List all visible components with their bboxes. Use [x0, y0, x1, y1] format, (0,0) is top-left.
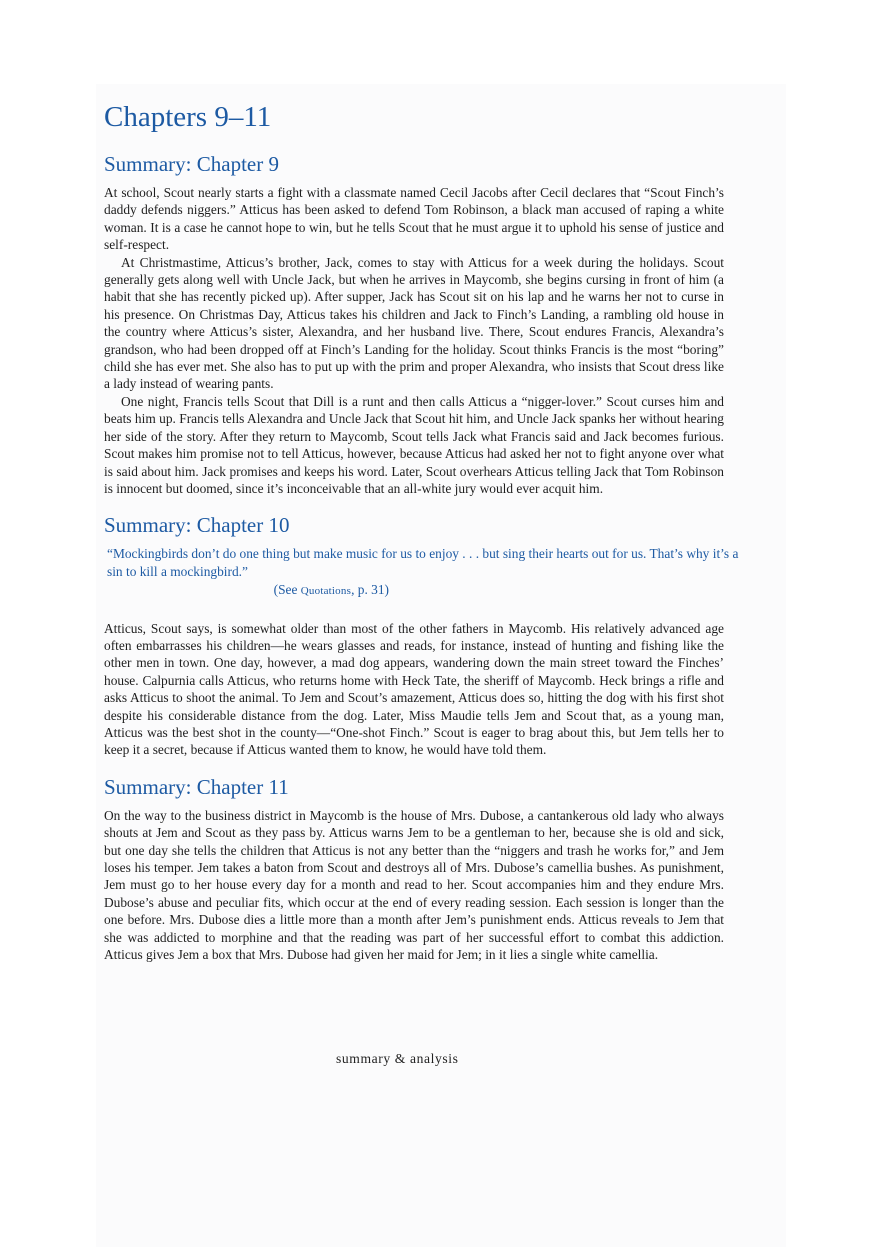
chapter-11-summary — [104, 807, 724, 964]
quote-reference — [107, 581, 747, 600]
chapter-9-paragraph: One night, Francis tells Scout that Dill is a runt and then calls Atticus a “nigger-lover.” Scout curses him and beats him up. Francis tells Alexandra and Uncle Jack that Scout hit him, and Uncle Jack spanks her without hearing her side of the story. After they return to Maycomb, Scout tells Jack what Francis said and Jack becomes furious. Scout makes him promise not to tell Atticus, however, because Atticus had asked her not to fight anyone over what is said about him. Jack promises and keeps his word. Later, Scout overhears Atticus telling Jack that Tom Robinson is innocent but doomed, since it’s inconceivable that an all-white jury would ever acquit him. — [104, 393, 724, 496]
chapter-9-summary — [104, 184, 724, 497]
chapter-9-paragraph: At school, Scout nearly starts a fight with a classmate named Cecil Jacobs after Cecil declares that “Scout Finch’s daddy defends niggers.” Atticus has been asked to defend Tom Robinson, a black man accused of raping a white woman. It is a case he cannot hope to win, but he tells Scout that he must argue it to uphold his sense of justice and self-respect. — [104, 185, 724, 253]
quote-reference-label: Quotations — [300, 585, 352, 598]
section-title-chapter-11: Summary: Chapter 11 — [104, 774, 289, 799]
chapter-9-paragraph: At Christmastime, Atticus’s brother, Jack, comes to stay with Atticus for a week during the holidays. Scout generally gets along well with Uncle Jack, but when he arrives in Maycomb, she begins cursing in front of him (a habit that she has recently picked up). After supper, Jack has Scout sit on his lap and he warns her not to curse in his presence. On Christmas Day, Atticus takes his children and Jack to Finch’s Landing, a rambling old house in the country where Atticus’s sister, Alexandra, and her husband live. There, Scout endures Francis, Alexandra’s grandson, who had been dropped off at Finch’s Landing for the holiday. Scout thinks Francis is the most “boring” child she has ever met. She also has to put up with the prim and proper Alexandra, who insists that Scout dress like a lady instead of wearing pants. — [104, 254, 724, 392]
quote-reference-suffix: , p. 31) — [351, 582, 389, 598]
quote-reference-prefix: (See — [273, 582, 301, 598]
chapter-10-summary — [104, 620, 724, 759]
page-title: Chapters 9–11 — [104, 101, 272, 133]
page-footer: summary & analysis — [336, 1051, 459, 1066]
chapter-10-paragraph: Atticus, Scout says, is somewhat older than most of the other fathers in Maycomb. His relatively advanced age often embarrasses his children—he wears glasses and reads, for instance, instead of hunting and fishing like the other men in town. One day, however, a mad dog appears, wandering down the main street toward the Finches’ house. Calpurnia calls Atticus, who returns home with Heck Tate, the sheriff of Maycomb. Heck brings a rifle and asks Atticus to shoot the animal. To Jem and Scout’s amazement, Atticus does so, hitting the dog with his first shot despite his considerable distance from the dog. Later, Miss Maudie tells Jem and Scout that, as a young man, Atticus was the best shot in the county—“One-shot Finch.” Scout is eager to brag about this, but Jem tells her to keep it a secret, because if Atticus wanted them to know, he would have told them. — [104, 620, 724, 758]
content — [104, 98, 739, 963]
quote-text: “Mockingbirds don’t do one thing but make music for us to enjoy . . . but sing their hearts out for us. That’s why it’s a sin to kill a mockingbird.” — [107, 546, 739, 579]
featured-quote — [107, 545, 747, 600]
chapter-11-paragraph: On the way to the business district in Maycomb is the house of Mrs. Dubose, a cantankerous old lady who always shouts at Jem and Scout as they pass by. Atticus warns Jem to be a gentleman to her, because she is old and sick, but one day she tells the children that Atticus is not any better than the “niggers and trash he works for,” and Jem loses his temper. Jem takes a baton from Scout and destroys all of Mrs. Dubose’s camellia bushes. As punishment, Jem must go to her house every day for a month and read to her. Scout accompanies him and they endure Mrs. Dubose’s abuse and peculiar fits, which occur at the end of every reading session. Each session is longer than the one before. Mrs. Dubose dies a little more than a month after Jem’s punishment ends. Atticus reveals to Jem that she was addicted to morphine and that the reading was part of her successful effort to combat this addiction. Atticus gives Jem a box that Mrs. Dubose had given her maid for Jem; in it lies a single white camellia. — [104, 807, 724, 963]
section-title-chapter-9: Summary: Chapter 9 — [104, 152, 279, 176]
section-title-chapter-10: Summary: Chapter 10 — [104, 513, 290, 538]
